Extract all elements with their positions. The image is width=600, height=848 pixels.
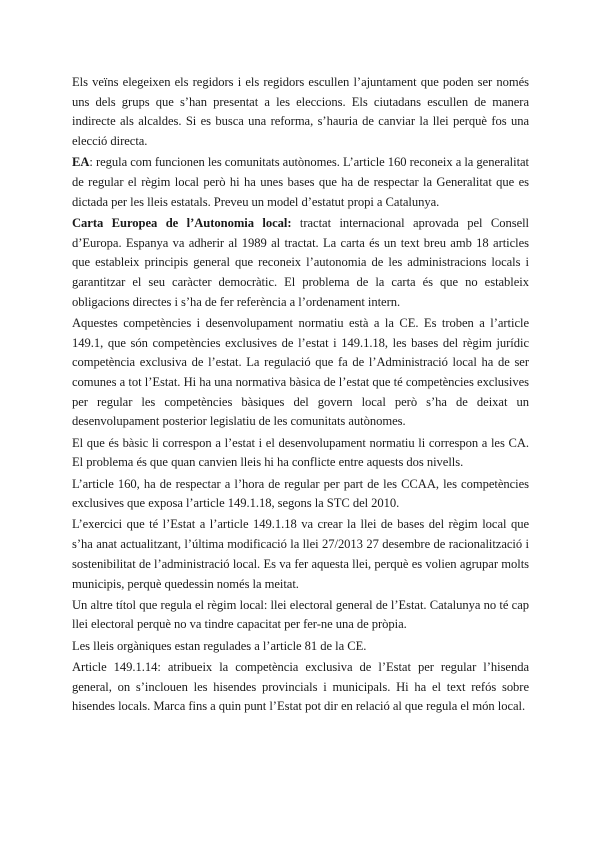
paragraph-6 bbox=[72, 475, 529, 514]
paragraph-9 bbox=[72, 637, 529, 657]
paragraph-3-lead: Carta Europea de l’Autonomia local: bbox=[72, 215, 292, 230]
paragraph-5-text: El que és bàsic li correspon a l’estat i el desenvolupament normatiu li correspon a les CA. El problema és que quan canvien lleis hi ha conflicte entre aquests dos nivells. bbox=[72, 435, 529, 470]
paragraph-2-text: : regula com funcionen les comunitats autònomes. L’article 160 reconeix a la generalitat de regular el règim local però hi ha unes bases que ha de respectar la Generalitat que es dictada per les lleis estatals. Preveu un model d’estatut propi a Catalunya. bbox=[72, 155, 530, 209]
paragraph-10 bbox=[72, 658, 529, 717]
paragraph-7-text: L’exercici que té l’Estat a l’article 149.1.18 va crear la llei de bases del règim local que s’ha anat actualitzant, l’última modificació la llei 27/2013 27 desembre de racionalització i sostenibilitat de l’administració local. Es va fer aquesta llei, perquè es volien agrupar molts municipis, perquè quedessin només la meitat. bbox=[72, 517, 529, 591]
paragraph-8 bbox=[72, 596, 529, 635]
paragraph-2-lead: EA bbox=[72, 155, 90, 170]
paragraph-3-text: tractat internacional aprovada pel Consell d’Europa. Espanya va adherir al 1989 al tractat. La carta és un text breu amb 18 articles que estableix principis general que reconeix l’autonomia de les administracions locals i garantitzar el seu caràcter democràtic. El problema de la carta és que no estableix obligacions directes i s’ha de fer referència a l’ordenament intern. bbox=[72, 215, 530, 309]
paragraph-10-text: Article 149.1.14: atribueix la competència exclusiva de l’Estat per regular l’hisenda general, on s’inclouen les hisendes provincials i municipals. Hi ha el text refós sobre hisendes locals. Marca fins a quin punt l’Estat pot dir en relació al que regula el món local. bbox=[72, 659, 529, 714]
paragraph-3 bbox=[72, 214, 529, 313]
paragraph-9-text: Les lleis orgàniques estan regulades a l’article 81 de la CE. bbox=[72, 638, 367, 653]
paragraph-6-text: L’article 160, ha de respectar a l’hora de regular per part de les CCAA, les competències exclusives que exposa l’article 149.1.18, segons la STC del 2010. bbox=[72, 476, 529, 511]
paragraph-4 bbox=[72, 314, 529, 432]
paragraph-1 bbox=[72, 73, 529, 152]
paragraph-1-text: Els veïns elegeixen els regidors i els regidors escullen l’ajuntament que poden ser només uns dels grups que s’han presentat a les eleccions. Els ciutadans escullen de manera indirecte als alcaldes. Si es busca una reforma, s’hauria de canviar la llei perquè fos una elecció directa. bbox=[72, 75, 529, 149]
paragraph-5 bbox=[72, 434, 529, 473]
paragraph-2 bbox=[72, 153, 529, 212]
paragraph-7 bbox=[72, 515, 529, 594]
paragraph-8-text: Un altre títol que regula el règim local: llei electoral general de l’Estat. Catalunya no té cap llei electoral perquè no va tindre capacitat per fer-ne una de pròpia. bbox=[72, 597, 529, 632]
paragraph-4-text: Aquestes competències i desenvolupament normatiu està a la CE. Es troben a l’article 149.1, que són competències exclusives de l’estat i 149.1.18, les bases del règim jurídic competència exclusiva de l’estat. La regulació que fa de l’Administració local ha de ser comunes a tot l’Estat. Hi ha una normativa bàsica de l’estat que té competències exclusives per regular les competències bàsiques del govern local però s’ha de deixat un desenvolupament posterior legislatiu de les comunitats autònomes. bbox=[72, 315, 529, 429]
